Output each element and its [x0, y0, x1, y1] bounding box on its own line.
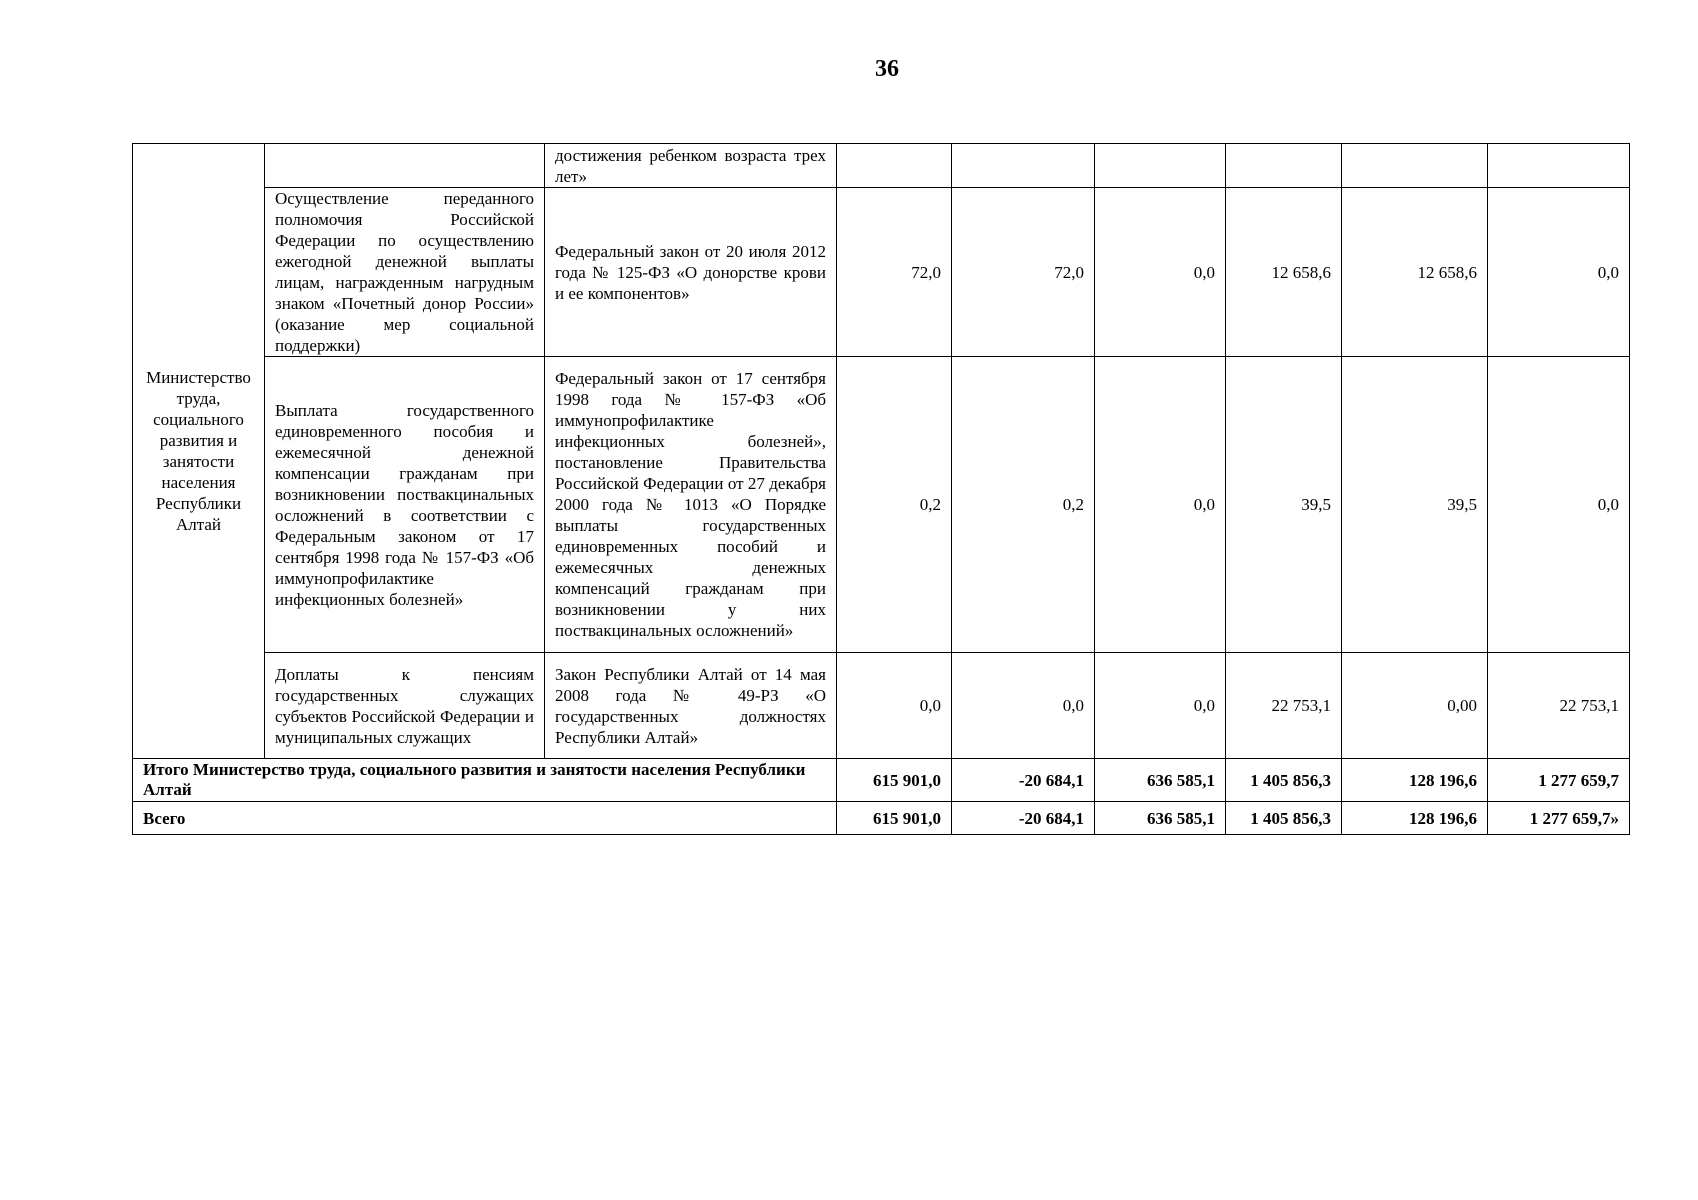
measure-cell: Доплаты к пенсиям государственных служащих субъектов Российской Федерации и муниципальных служащих — [265, 653, 545, 759]
organization-cell: Министерство труда, социального развития и занятости населения Республики Алтай — [133, 144, 265, 759]
value-cell: 0,2 — [952, 357, 1095, 653]
table-row — [133, 144, 1630, 188]
value-cell: 0,0 — [1095, 357, 1226, 653]
legal-basis-cell: Федеральный закон от 17 сентября 1998 года № 157-ФЗ «Об иммунопрофилактике инфекционных болезней», постановление Правительства Российской Федерации от 27 декабря 2000 года № 1013 «О Порядке выплаты государственных единовременных пособий и ежемесячных денежных компенсаций гражданам при возникновении у них поствакцинальных осложнений» — [545, 357, 837, 653]
value-cell: 0,0 — [1095, 188, 1226, 357]
value-cell: 39,5 — [1226, 357, 1342, 653]
subtotal-value: 1 277 659,7 — [1488, 759, 1630, 802]
value-cell — [1488, 144, 1630, 188]
value-cell: 0,00 — [1342, 653, 1488, 759]
measure-cell: Осуществление переданного полномочия Российской Федерации по осуществлению ежегодной денежной выплаты лицам, награжденным нагрудным знаком «Почетный донор России» (оказание мер социальной поддержки) — [265, 188, 545, 357]
value-cell — [952, 144, 1095, 188]
value-cell — [1342, 144, 1488, 188]
subtotal-value: 128 196,6 — [1342, 759, 1488, 802]
table-row — [133, 653, 1630, 759]
legal-basis-cell: Федеральный закон от 20 июля 2012 года № 125-ФЗ «О донорстве крови и ее компонентов» — [545, 188, 837, 357]
value-cell: 72,0 — [952, 188, 1095, 357]
measure-cell — [265, 144, 545, 188]
value-cell: 0,2 — [837, 357, 952, 653]
budget-table — [132, 143, 1630, 835]
grand-total-value: 1 277 659,7» — [1488, 802, 1630, 835]
value-cell: 22 753,1 — [1226, 653, 1342, 759]
legal-basis-cell: Закон Республики Алтай от 14 мая 2008 года № 49-РЗ «О государственных должностях Республики Алтай» — [545, 653, 837, 759]
legal-basis-cell: достижения ребенком возраста трех лет» — [545, 144, 837, 188]
value-cell: 0,0 — [952, 653, 1095, 759]
subtotal-value: 1 405 856,3 — [1226, 759, 1342, 802]
subtotal-label: Итого Министерство труда, социального развития и занятости населения Республики Алтай — [133, 759, 837, 802]
table-row — [133, 188, 1630, 357]
value-cell: 12 658,6 — [1342, 188, 1488, 357]
value-cell: 72,0 — [837, 188, 952, 357]
grand-total-value: 128 196,6 — [1342, 802, 1488, 835]
value-cell — [1226, 144, 1342, 188]
value-cell — [1095, 144, 1226, 188]
grand-total-value: -20 684,1 — [952, 802, 1095, 835]
value-cell: 0,0 — [1095, 653, 1226, 759]
value-cell: 12 658,6 — [1226, 188, 1342, 357]
subtotal-value: -20 684,1 — [952, 759, 1095, 802]
value-cell: 0,0 — [1488, 188, 1630, 357]
grand-total-value: 615 901,0 — [837, 802, 952, 835]
subtotal-value: 615 901,0 — [837, 759, 952, 802]
grand-total-value: 1 405 856,3 — [1226, 802, 1342, 835]
page-number: 36 — [875, 56, 899, 82]
value-cell — [837, 144, 952, 188]
value-cell: 0,0 — [1488, 357, 1630, 653]
measure-cell: Выплата государственного единовременного пособия и ежемесячной денежной компенсации гражданам при возникновении поствакцинальных осложнений в соответствии с Федеральным законом от 17 сентября 1998 года № 157-ФЗ «Об иммунопрофилактике инфекционных болезней» — [265, 357, 545, 653]
grand-total-value: 636 585,1 — [1095, 802, 1226, 835]
value-cell: 22 753,1 — [1488, 653, 1630, 759]
value-cell: 0,0 — [837, 653, 952, 759]
table-row — [133, 357, 1630, 653]
grand-total-row — [133, 802, 1630, 835]
grand-total-label: Всего — [133, 802, 837, 835]
subtotal-value: 636 585,1 — [1095, 759, 1226, 802]
subtotal-row — [133, 759, 1630, 802]
value-cell: 39,5 — [1342, 357, 1488, 653]
